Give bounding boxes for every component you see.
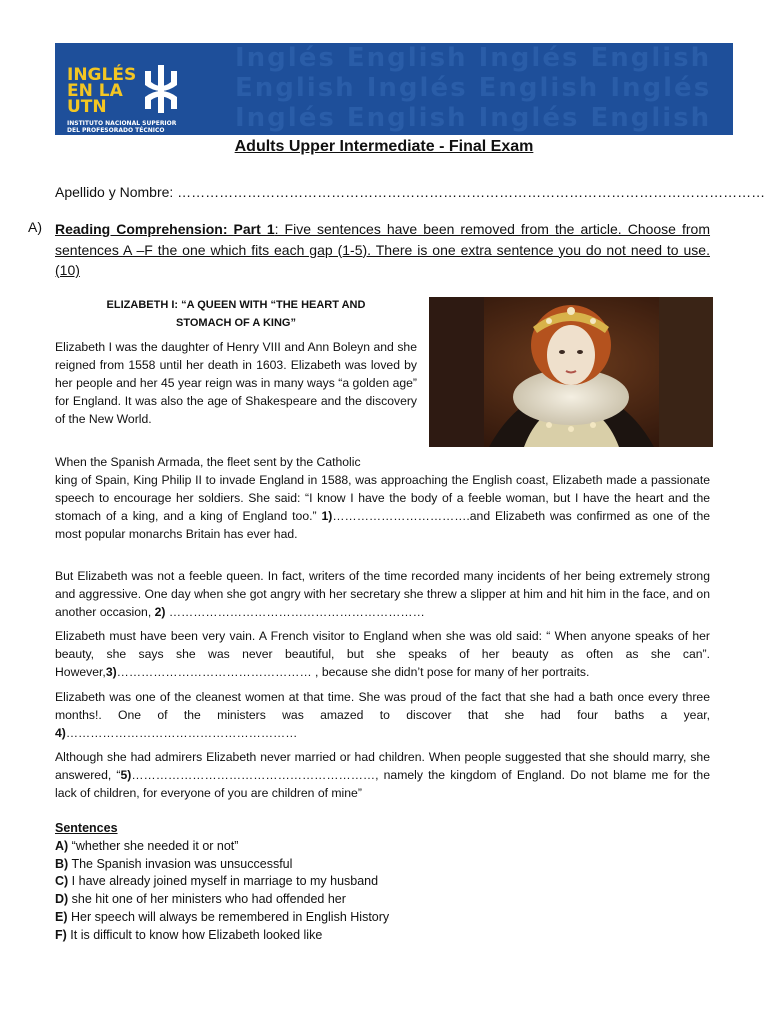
article-paragraph-3: But Elizabeth was not a feeble queen. In fact, writers of the time recorded many incidents of her being extremely strong and aggressive. One day when she got angry with her secretary she threw a slipper at him and hit him in the face, and on another occasion, 2) ……………………………………………………… xyxy=(55,569,710,619)
page-title: Adults Upper Intermediate - Final Exam xyxy=(234,138,534,155)
instructions-text: : Five sentences have been removed from the article. Choose from sentences A –F the one which fits each gap (1-5). There is one extra sentence you do not need to use. (10) xyxy=(55,221,711,278)
list-item: F) It is difficult to know how Elizabeth looked like xyxy=(55,927,323,942)
article-title: ELIZABETH I: “A QUEEN WITH “THE HEART AND STOMACH OF A KING” xyxy=(106,299,366,329)
sentences-list xyxy=(55,820,389,945)
list-item: A) “whether she needed it or not” xyxy=(55,838,239,853)
list-item: D) she hit one of her ministers who had offended her xyxy=(55,892,346,907)
list-item: B) The Spanish invasion was unsuccessful xyxy=(55,856,293,871)
logo-subtitle: INSTITUTO NACIONAL SUPERIOR DEL PROFESORADO TÉCNICO xyxy=(67,120,177,134)
queen-portrait-image xyxy=(429,297,713,447)
header-banner xyxy=(55,43,733,135)
article-paragraph-5: Elizabeth was one of the cleanest women at that time. She was proud of the fact that she had a bath once every three months!. One of the ministers was amazed to discover that she had four baths a year, 4)………………………………………………… xyxy=(55,690,710,740)
sentences-heading: Sentences xyxy=(55,821,118,835)
section-part: Part 1 xyxy=(233,221,275,237)
list-item: E) Her speech will always be remembered in English History xyxy=(55,909,390,924)
article-paragraph-1: Elizabeth I was the daughter of Henry VIII and Ann Boleyn and she reigned from 1558 until her death in 1603. Elizabeth was loved by her people and her 45 year reign was in many ways “a golden age” for England. It was also the age of Shakespeare and the discovery of the New World. xyxy=(55,340,417,426)
section-heading: Reading Comprehension: xyxy=(55,221,228,237)
gap-3: 3) xyxy=(105,665,117,679)
name-field[interactable]: Apellido y Nombre: ……………………………………………………………………………………………………………… xyxy=(55,184,766,200)
banner-background-pattern: Inglés English Inglés English English Inglés English Inglés Inglés English Inglés English xyxy=(235,43,712,133)
list-item: C) I have already joined myself in marriage to my husband xyxy=(55,874,379,889)
gap-4: 4) xyxy=(55,726,66,740)
section-instructions xyxy=(55,219,710,281)
gap-2: 2) xyxy=(154,605,166,619)
article-paragraph-2a: When the Spanish Armada, the fleet sent by the Catholic xyxy=(55,455,361,469)
gap-5: 5) xyxy=(120,768,132,782)
logo-wordmark: INGLÉS EN LA UTN xyxy=(67,65,137,117)
gap-1: 1) xyxy=(321,509,333,523)
article-paragraph-6: Although she had admirers Elizabeth never married or had children. When people suggested that she should marry, she answered, “5)……………………………………………………, namely the kingdom of England. Do not blame me for the lack of children, for everyone of you are children of mine” xyxy=(55,750,710,800)
utn-logo-icon xyxy=(139,63,183,115)
article-paragraph-2: king of Spain, King Philip II to invade England in 1588, was approaching the English coast, Elizabeth made a passionate speech to encourage her soldiers. She said: “I know I have the body of a feeble woman, but I have the heart and the stomach of a king, and a king of England too.” 1)…………………………….and Elizabeth was confirmed as one of the most popular monarchs Britain has ever had. xyxy=(55,473,711,541)
article-paragraph-4: Elizabeth must have been very vain. A French visitor to England when she was old said: “ When anyone speaks of her beauty, she says she was never beautiful, but she speaks of her beauty as often as she can”. However,3)………………………………………… , because she didn’t pose for many of her portraits. xyxy=(55,629,710,679)
section-letter: A) xyxy=(28,219,42,235)
